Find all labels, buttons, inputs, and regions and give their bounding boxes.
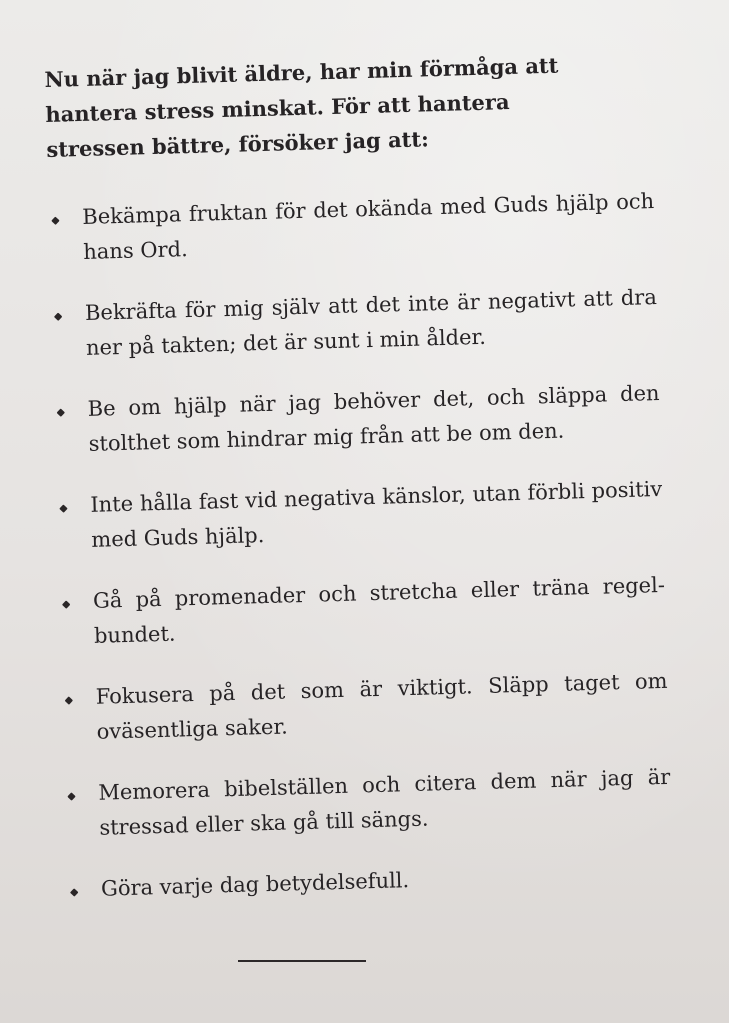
list-item — [61, 664, 669, 751]
list-item-text: Bekräfta för mig själv att det inte är negativt att dra ner på takten; det är sunt i min ålder. — [84, 284, 658, 360]
list-item — [59, 568, 667, 655]
list-item-text: Fokusera på det som är viktigt. Släpp taget om oväsentliga saker. — [95, 668, 668, 744]
list-item-text: Be om hjälp när jag behöver det, och släppa den stolthet som hindrar mig från att be om den. — [87, 380, 660, 456]
bullet-icon — [54, 312, 62, 320]
list-item — [53, 376, 661, 463]
bullet-icon — [59, 504, 67, 512]
list-item-text: Göra varje dag betydelsefull. — [100, 868, 410, 901]
list-item-text: Inte hålla fast vid negativa känslor, utan förbli positiv med Guds hjälp. — [90, 476, 663, 552]
list-item-text: Bekämpa fruktan för det okända med Guds hjälp och hans Ord. — [82, 189, 655, 264]
stress-tips-list — [48, 184, 687, 908]
bullet-icon — [62, 600, 70, 608]
bullet-icon — [57, 408, 65, 416]
intro-paragraph: Nu när jag blivit äldre, har min förmåga att hantera stress minskat. För att hantera stressen bättre, försöker jag att: — [44, 52, 559, 162]
list-item-text: Gå på promenader och stretcha eller träna regel-bundet. — [92, 572, 666, 648]
list-item — [48, 184, 656, 271]
bullet-icon — [67, 792, 75, 800]
list-item — [56, 472, 664, 559]
section-divider — [238, 960, 366, 962]
list-item — [67, 856, 674, 908]
bullet-icon — [70, 888, 78, 896]
bullet-icon — [65, 696, 73, 704]
page-content — [44, 45, 688, 934]
bullet-icon — [51, 217, 59, 225]
list-item — [64, 760, 672, 847]
list-item — [51, 280, 659, 367]
list-item-text: Memorera bibelställen och citera dem när jag är stressad eller ska gå till sängs. — [98, 764, 671, 840]
